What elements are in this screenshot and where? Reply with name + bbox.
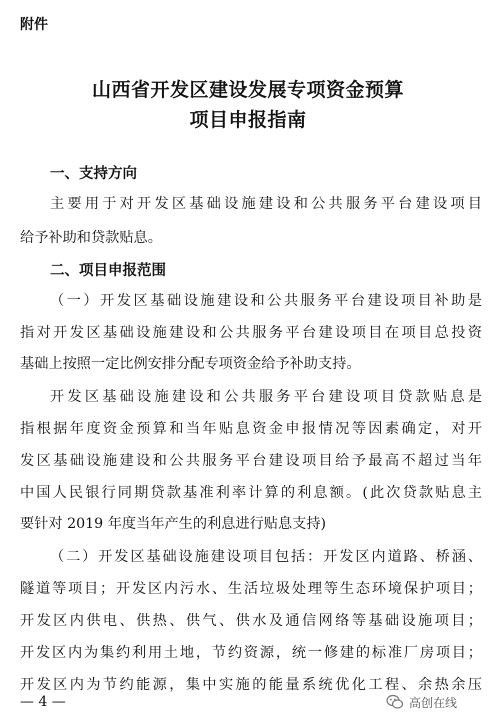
paragraph-line: 开发区内为集约利用土地，节约资源，统一修建的标准厂房项目； (20, 645, 482, 661)
wechat-icon (386, 693, 404, 711)
watermark (386, 693, 457, 711)
paragraph-line: 指对开发区基础设施建设和公共服务平台建设项目在项目总投资 (20, 325, 482, 341)
paragraph-line: 开发区基础设施建设和公共服务平台建设项目贷款贴息是 (50, 389, 482, 405)
document-title-line1: 山西省开发区建设发展专项资金预算 (91, 79, 404, 101)
section-heading-application-scope: 二、项目申报范围 (50, 263, 166, 279)
attachment-label: 附件 (20, 17, 48, 33)
document-title-line2: 项目申报指南 (189, 109, 307, 131)
paragraph-line: 要针对 2019 年度当年产生的利息进行贴息支持) (20, 516, 327, 532)
paragraph-line: （一）开发区基础设施建设和公共服务平台建设项目补助是 (50, 293, 482, 309)
paragraph-line: 中国人民银行同期贷款基准利率计算的利息额。(此次贷款贴息主 (20, 485, 482, 501)
watermark-text: 高创在线 (409, 695, 458, 710)
paragraph-line: 开发区内供电、供热、供气、供水及通信网络等基础设施项目； (20, 613, 482, 629)
page-number: — 4 — (20, 694, 66, 710)
paragraph-line: 隧道等项目；开发区内污水、生活垃圾处理等生态环境保护项目； (20, 581, 482, 597)
paragraph-line: （二）开发区基础设施建设项目包括：开发区内道路、桥涵、 (50, 549, 482, 565)
paragraph-line: 开发区内为节约能源，集中实施的能量系统优化工程、余热余压 (20, 677, 482, 693)
paragraph-line: 基础上按照一定比例安排分配专项资金给予补助支持。 (20, 356, 361, 372)
section-heading-support-direction: 一、支持方向 (50, 166, 137, 182)
paragraph-line: 主要用于对开发区基础设施建设和公共服务平台建设项目 (50, 196, 482, 212)
paragraph-line: 给予补助和贷款贴息。 (20, 230, 162, 246)
paragraph-line: 发区基础设施建设和公共服务平台建设项目给予最高不超过当年 (20, 453, 482, 469)
paragraph-line: 指根据年度资金预算和当年贴息资金申报情况等因素确定，对开 (20, 421, 482, 437)
